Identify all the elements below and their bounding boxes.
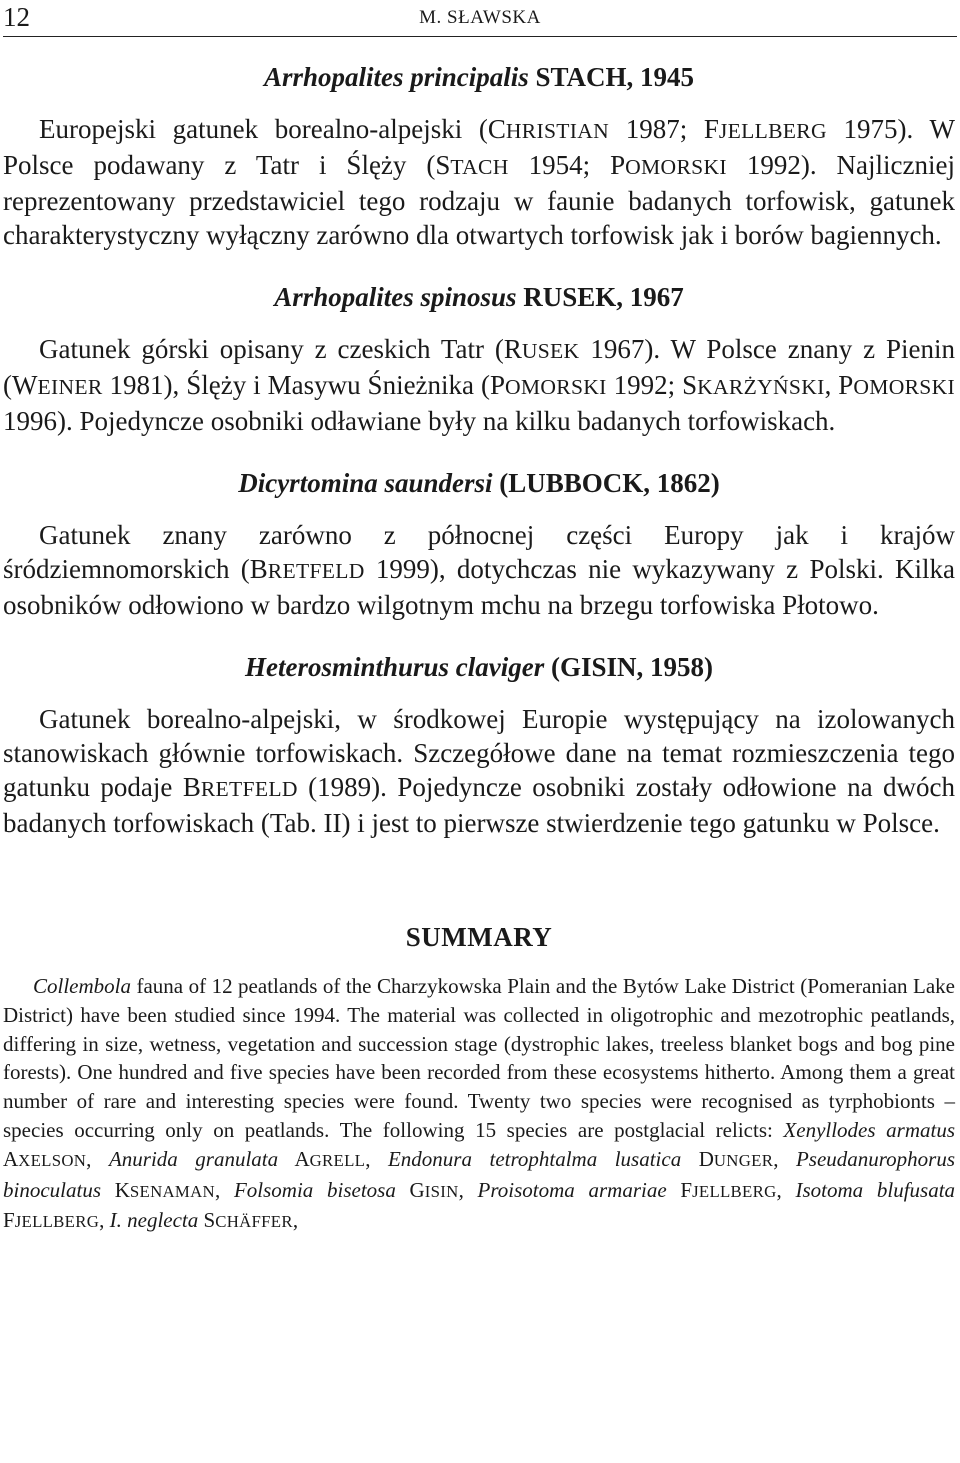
species-name: Dicyrtomina saundersi xyxy=(238,468,493,498)
species-title xyxy=(3,466,955,500)
summary-section xyxy=(3,920,955,1237)
species-author: (LUBBOCK, 1862) xyxy=(499,468,720,498)
species-description: Gatunek górski opisany z czeskich Tatr (RUSEK 1967). W Polsce znany z Pienin (WEINER 1981), Ślęży i Masywu Śnieżnika (POMORSKI 1992; SKARŻYŃSKI, POMORSKI 1996). Pojedyncze osobniki odławiane były na kilku badanych torfowiskach. xyxy=(3,334,955,436)
summary-text: Collembola fauna of 12 peatlands of the Charzykowska Plain and the Bytów Lake District (Pomeranian Lake District) have been studied since 1994. The material was collected in oligotrophic and mezotrophic peatlands, differing in size, wetness, vegetation and succession stage (dystrophic lakes, treeless blanket bogs and bog pine forests). One hundred and five species have been recorded from these ecosystems hitherto. Among them a great number of rare and interesting species were found. Twenty two species were recognised as tyrphobionts – species occurring only on peatlands. The following 15 species are postglacial relicts: Xenyllodes armatus AXELSON, Anurida granulata AGRELL, Endonura tetrophtalma lusatica DUNGER, Pseudanurophorus binoculatus KSENAMAN, Folsomia bisetosa GISIN, Proisotoma armariae FJELLBERG, Isotoma blufusata FJELLBERG, I. neglecta SCHÄFFER, xyxy=(3,974,956,1233)
page-content xyxy=(3,60,955,1237)
species-title xyxy=(3,650,955,684)
page-number: 12 xyxy=(3,2,30,32)
species-author: RUSEK, 1967 xyxy=(523,282,684,312)
species-section xyxy=(3,60,955,252)
page-header xyxy=(3,0,957,37)
species-name: Arrhopalites spinosus xyxy=(274,282,517,312)
species-title xyxy=(3,280,955,314)
species-section xyxy=(3,466,955,622)
species-title xyxy=(3,60,955,94)
species-name: Arrhopalites principalis xyxy=(263,62,529,92)
species-name: Heterosminthurus claviger xyxy=(244,652,545,682)
species-section xyxy=(3,650,955,840)
species-author: (GISIN, 1958) xyxy=(551,652,714,682)
species-description: Gatunek znany zarówno z północnej części Europy jak i krajów śródziemnomorskich (BRETFELD 1999), dotychczas nie wykazywany z Polski. Kilka osobników odłowiono w bardzo wilgotnym mchu na brzegu torfowiska Płotowo. xyxy=(3,520,955,620)
species-description: Gatunek borealno-alpejski, w środkowej Europie występujący na izolowanych stanowiskach głównie torfowiskach. Szczegółowe dane na temat rozmieszczenia tego gatunku podaje BRETFELD (1989). Pojedyncze osobniki zostały odłowione na dwóch badanych torfowiskach (Tab. II) i jest to pierwsze stwierdzenie tego gatunku w Polsce. xyxy=(3,704,955,838)
running-head: M. SŁAWSKA xyxy=(419,7,541,28)
species-section xyxy=(3,280,955,438)
species-author: STACH, 1945 xyxy=(535,62,695,92)
species-description: Europejski gatunek borealno-alpejski (CHRISTIAN 1987; FJELLBERG 1975). W Polsce podawany z Tatr i Ślęży (STACH 1954; POMORSKI 1992). Najliczniej reprezentowany przedstawiciel tego rodzaju w faunie badanych torfowisk, gatunek charakterystyczny wyłączny zarówno dla otwartych torfowisk jak i borów bagiennych. xyxy=(3,114,955,250)
summary-title: SUMMARY xyxy=(405,922,553,952)
